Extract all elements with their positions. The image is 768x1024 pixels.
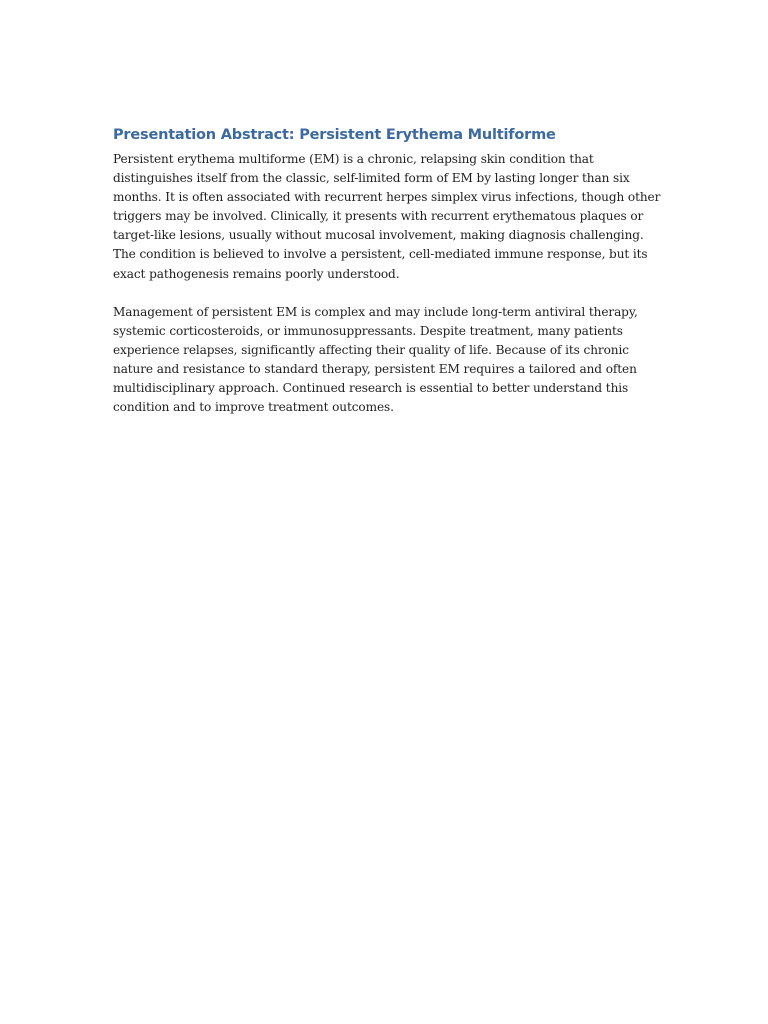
document-body bbox=[113, 124, 661, 417]
document-title: Presentation Abstract: Persistent Erythema Multiforme bbox=[113, 127, 556, 143]
abstract-paragraph-1: Persistent erythema multiforme (EM) is a chronic, relapsing skin condition that distinguishes itself from the classic, self-limited form of EM by lasting longer than six months. It is often associated with recurrent herpes simplex virus infections, though other triggers may be involved. Clinically, it presents with recurrent erythematous plaques or target-like lesions, usually without mucosal involvement, making diagnosis challenging. The condition is believed to involve a persistent, cell-mediated immune response, but its exact pathogenesis remains poorly understood. bbox=[113, 152, 661, 281]
abstract-paragraph-2: Management of persistent EM is complex and may include long-term antiviral therapy, systemic corticosteroids, or immunosuppressants. Despite treatment, many patients experience relapses, significantly affecting their quality of life. Because of its chronic nature and resistance to standard therapy, persistent EM requires a tailored and often multidisciplinary approach. Continued research is essential to better understand this condition and to improve treatment outcomes. bbox=[113, 304, 638, 415]
